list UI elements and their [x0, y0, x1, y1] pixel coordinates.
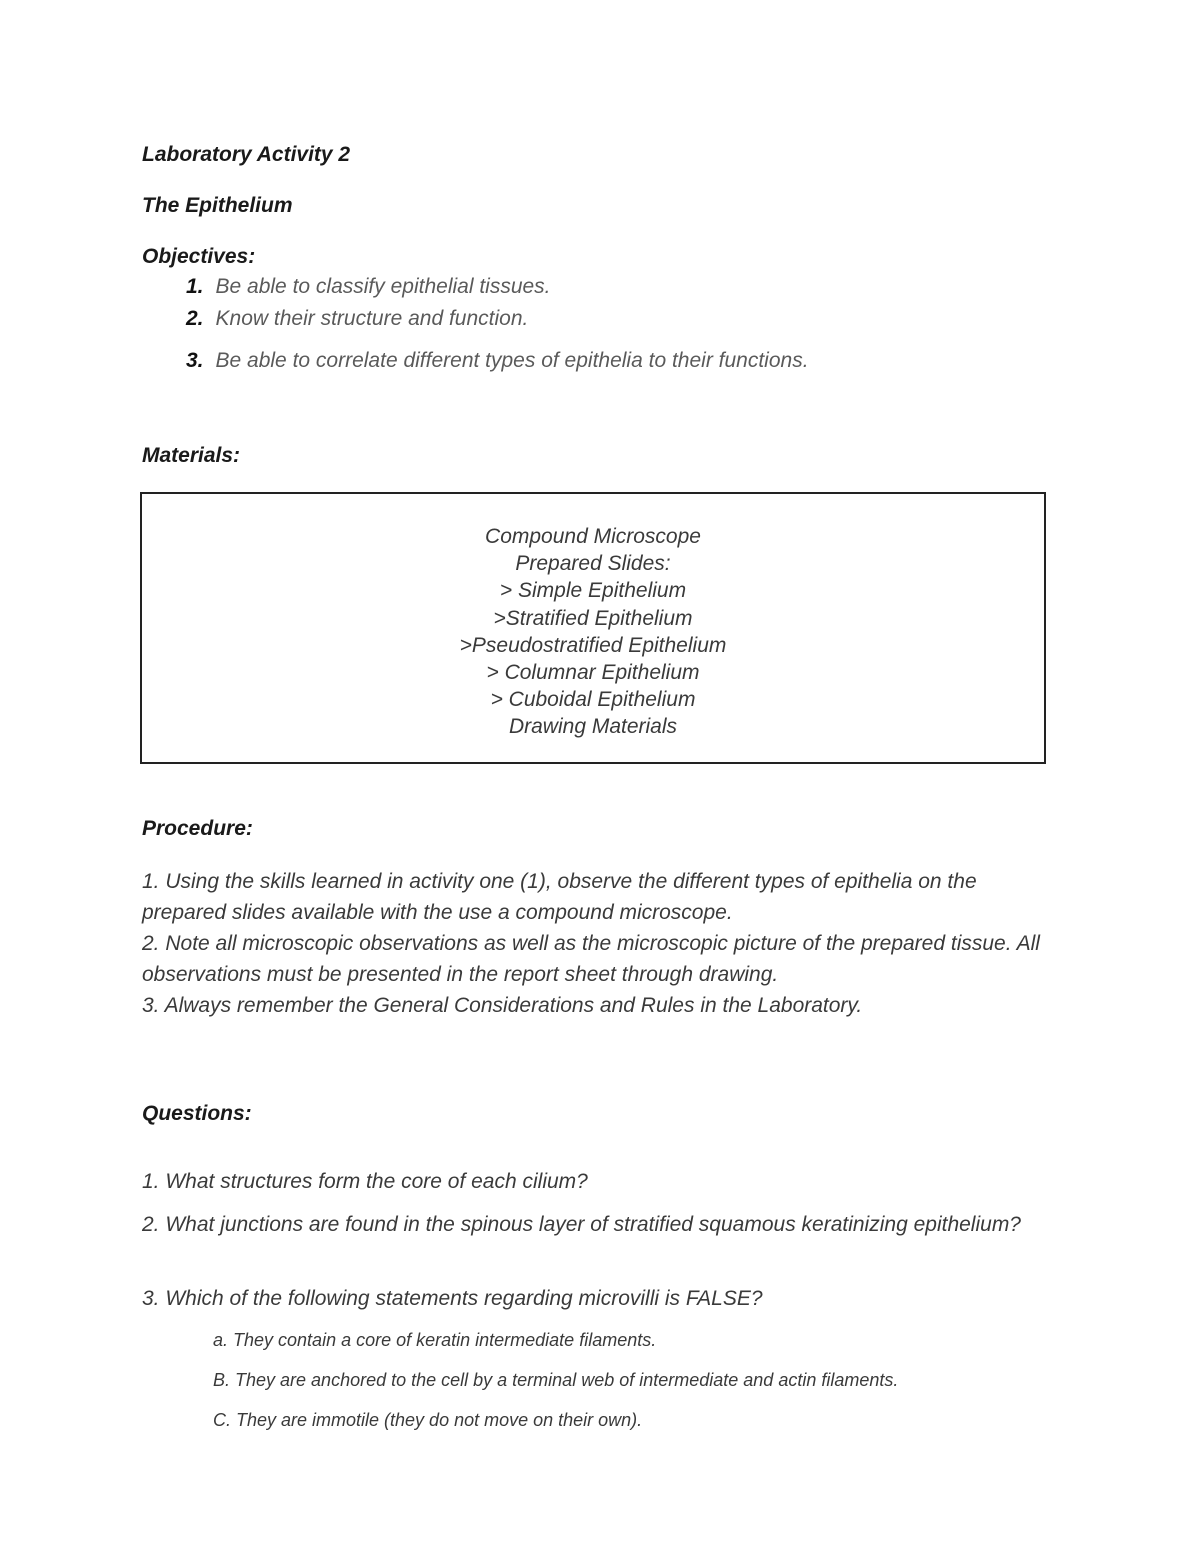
- materials-item: > Cuboidal Epithelium: [490, 688, 696, 712]
- materials-item: >Stratified Epithelium: [493, 606, 693, 630]
- procedure-step: 1. Using the skills learned in activity one (1), observe the different types of epithelia on the prepared slides available with the use a compound microscope.: [142, 870, 977, 924]
- materials-item: Drawing Materials: [508, 715, 678, 739]
- materials-box: [140, 492, 1046, 764]
- materials-item: > Simple Epithelium: [499, 579, 687, 603]
- objective-number: 1.: [186, 275, 204, 298]
- procedure-steps: [142, 866, 1062, 1021]
- objective-item: [186, 275, 551, 299]
- answer-choice-a: a. They contain a core of keratin intermediate filaments.: [213, 1330, 657, 1350]
- page-subtitle: The Epithelium: [142, 194, 293, 217]
- materials-item: Prepared Slides:: [515, 552, 671, 576]
- answer-choice-c: C. They are immotile (they do not move on their own).: [213, 1410, 643, 1430]
- procedure-step: 3. Always remember the General Considerations and Rules in the Laboratory.: [142, 994, 863, 1017]
- objective-text: Be able to classify epithelial tissues.: [215, 275, 551, 298]
- question-3: 3. Which of the following statements regarding microvilli is FALSE?: [142, 1287, 763, 1310]
- procedure-step: 2. Note all microscopic observations as well as the microscopic picture of the prepared tissue. All observations must be presented in the report sheet through drawing.: [142, 932, 1040, 986]
- objective-item: [186, 349, 809, 373]
- objective-number: 3.: [186, 349, 204, 372]
- materials-list: [142, 523, 1044, 741]
- question-1: 1. What structures form the core of each cilium?: [142, 1170, 588, 1193]
- objective-number: 2.: [186, 307, 204, 330]
- page-title: Laboratory Activity 2: [142, 143, 351, 166]
- objective-item: [186, 307, 528, 331]
- question-2: 2. What junctions are found in the spinous layer of stratified squamous keratinizing epithelium?: [142, 1213, 1021, 1236]
- materials-item: > Columnar Epithelium: [486, 661, 700, 685]
- procedure-heading: Procedure:: [142, 817, 253, 840]
- objectives-heading: Objectives:: [142, 245, 256, 268]
- questions-heading: Questions:: [142, 1102, 252, 1125]
- materials-item: >Pseudostratified Epithelium: [459, 633, 727, 657]
- materials-heading: Materials:: [142, 444, 241, 467]
- materials-item: Compound Microscope: [485, 525, 701, 548]
- objective-text: Be able to correlate different types of epithelia to their functions.: [215, 349, 809, 372]
- objective-text: Know their structure and function.: [215, 307, 529, 330]
- answer-choice-b: B. They are anchored to the cell by a terminal web of intermediate and actin filaments.: [213, 1370, 899, 1390]
